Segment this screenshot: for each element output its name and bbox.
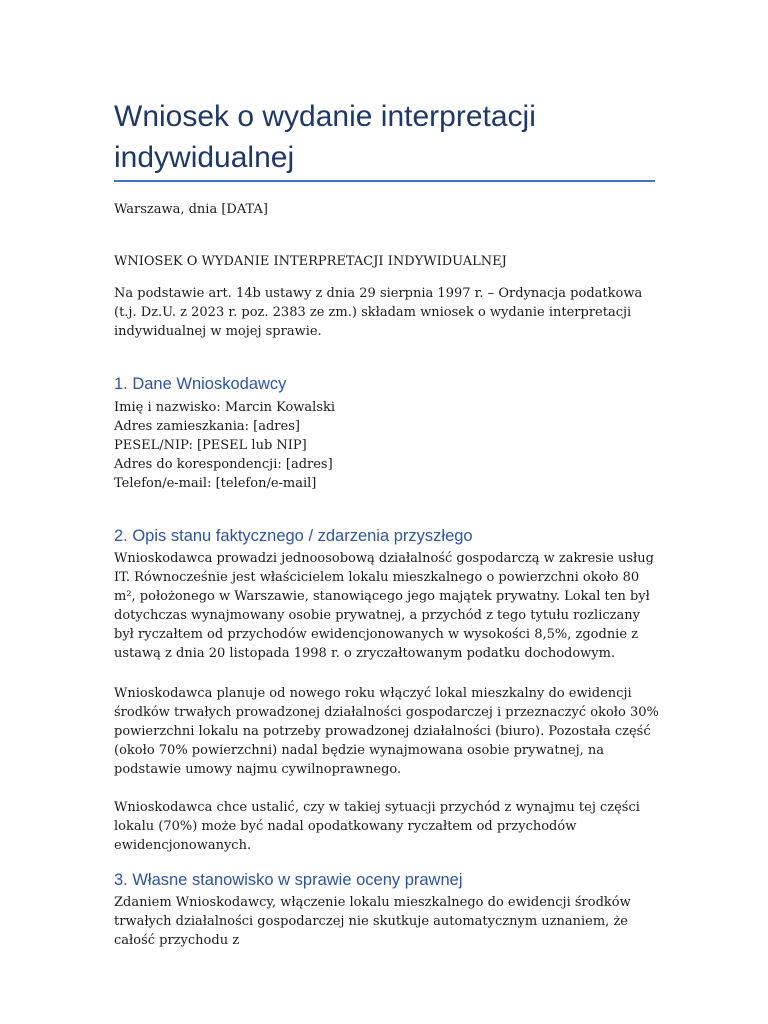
applicant-details — [114, 398, 659, 493]
form-caption: WNIOSEK O WYDANIE INTERPRETACJI INDYWIDUALNEJ — [114, 254, 507, 269]
section-heading-position: 3. Własne stanowisko w sprawie oceny prawnej — [114, 871, 463, 889]
applicant-pesel-line: PESEL/NIP: [PESEL lub NIP] — [114, 438, 307, 453]
applicant-name-line: Imię i nazwisko: Marcin Kowalski — [114, 400, 336, 415]
position-paragraph: Zdaniem Wnioskodawcy, włączenie lokalu mieszkalnego do ewidencji środków trwałych działalności gospodarczej nie skutkuje automatycznym uznaniem, że całość przychodu z — [114, 895, 631, 948]
section-heading-facts: 2. Opis stanu faktycznego / zdarzenia przyszłego — [114, 527, 473, 545]
place-date: Warszawa, dnia [DATA] — [114, 202, 268, 217]
document-title: Wniosek o wydanie interpretacji indywidualnej — [114, 100, 536, 174]
facts-paragraph-2: Wnioskodawca planuje od nowego roku włączyć lokal mieszkalny do ewidencji środków trwałych prowadzonej działalności gospodarczej i przeznaczyć około 30% powierzchni lokalu na potrzeby prowadzonej działalności (biuro). Pozostała część (około 70% powierzchni) nadal będzie wynajmowana osobie prywatnej, na podstawie umowy najmu cywilnoprawnego. — [114, 686, 659, 777]
facts-paragraph-1: Wnioskodawca prowadzi jednoosobową działalność gospodarczą w zakresie usług IT. Równocześnie jest właścicielem lokalu mieszkalnego o powierzchni około 80 m², położonego w Warszawie, stanowiącego jego majątek prywatny. Lokal ten był dotychczas wynajmowany osobie prywatnej, a przychód z tego tytułu rozliczany był ryczałtem od przychodów ewidencjonowanych w wysokości 8,5%, zgodnie z ustawą z dnia 20 listopada 1998 r. o zryczałtowanym podatku dochodowym. — [114, 551, 654, 661]
facts-paragraph-3: Wnioskodawca chce ustalić, czy w takiej sytuacji przychód z wynajmu tej części lokalu (70%) może być nadal opodatkowany ryczałtem od przychodów ewidencjonowanych. — [114, 800, 640, 853]
title-underline — [114, 180, 655, 182]
intro-paragraph: Na podstawie art. 14b ustawy z dnia 29 sierpnia 1997 r. – Ordynacja podatkowa (t.j. Dz.U. z 2023 r. poz. 2383 ze zm.) składam wniosek o wydanie interpretacji indywidualnej w mojej sprawie. — [114, 286, 643, 339]
applicant-address-line: Adres zamieszkania: [adres] — [114, 419, 300, 434]
section-heading-applicant: 1. Dane Wnioskodawcy — [114, 375, 287, 393]
applicant-correspondence-line: Adres do korespondencji: [adres] — [114, 457, 333, 472]
applicant-contact-line: Telefon/e-mail: [telefon/e-mail] — [114, 476, 317, 491]
